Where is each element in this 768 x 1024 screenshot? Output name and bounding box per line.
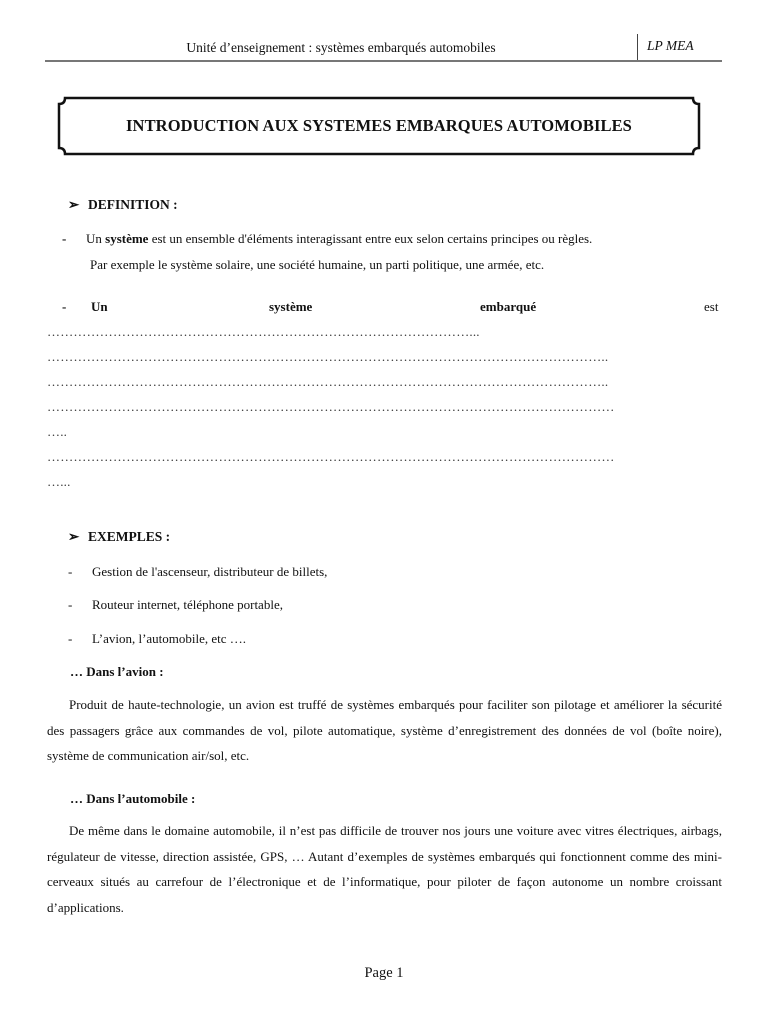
course-code: LP MEA <box>647 38 694 53</box>
dotted-fill-line: …... <box>47 474 71 489</box>
dotted-fill-line: ….. <box>47 424 68 439</box>
embedded-word-2: système <box>269 299 313 314</box>
example-item: Gestion de l'ascenseur, distributeur de billets, <box>92 564 328 579</box>
example-item: L’avion, l’automobile, etc …. <box>92 631 247 646</box>
embedded-word-4: est <box>704 299 719 314</box>
plane-paragraph: Produit de haute-technologie, un avion est truffé de systèmes embarqués pour faciliter son pilotage et améliorer la sécurité des passagers grâce aux commandes de vol, pilote automatique, système d’enregistrement des données de vol (boîte noire), système de communication air/sol, etc. <box>47 697 722 763</box>
bullet-dash: - <box>62 231 67 246</box>
arrow-bullet-icon: ➢ <box>68 197 80 212</box>
definition-line-2: Par exemple le système solaire, une société humaine, un parti politique, une armée, etc. <box>90 257 545 272</box>
car-subheading: … Dans l’automobile : <box>70 791 196 806</box>
car-paragraph: De même dans le domaine automobile, il n’est pas difficile de trouver nos jours une voiture avec vitres électriques, airbags, régulateur de vitesse, direction assistée, GPS, … Autant d’exemples de systèmes embarqués qui fonctionnent comme des mini-cerveaux situés au carrefour de l’électronique et de l’informatique, pour piloter de façon autonome un nombre croissant d’applications. <box>47 823 722 915</box>
list-dash: - <box>68 564 73 579</box>
title-box <box>57 96 701 156</box>
course-title: Unité d’enseignement : systèmes embarqués automobiles <box>186 40 496 55</box>
page-number: Page 1 <box>364 965 404 981</box>
examples-heading: ➢ EXEMPLES : <box>68 529 171 544</box>
dotted-fill-line: ……………………………………………………………………………………………………………….. <box>47 374 609 389</box>
example-item: Routeur internet, téléphone portable, <box>92 597 283 612</box>
bullet-dash: - <box>62 299 67 314</box>
dotted-fill-line: ……………………………………………………………………………………………………………….. <box>47 349 609 364</box>
definition-line-1: Un système est un ensemble d'éléments interagissant entre eux selon certains principes ou règles. <box>86 231 593 246</box>
page-header <box>45 34 722 61</box>
definition-heading: ➢ DEFINITION : <box>68 197 178 212</box>
dotted-fill-line: ……………………………………………………………………………………... <box>47 324 480 339</box>
header-divider <box>637 34 638 61</box>
embedded-word-1: Un <box>91 299 108 314</box>
header-rule <box>45 60 722 62</box>
dotted-fill-line: ………………………………………………………………………………………………………………… <box>47 449 615 464</box>
list-dash: - <box>68 631 73 646</box>
dotted-fill-line: ………………………………………………………………………………………………………………… <box>47 399 615 414</box>
embedded-word-3: embarqué <box>480 299 537 314</box>
list-dash: - <box>68 597 73 612</box>
arrow-bullet-icon: ➢ <box>68 529 80 544</box>
document-title: INTRODUCTION AUX SYSTEMES EMBARQUES AUTOMOBILES <box>126 116 632 135</box>
plane-subheading: … Dans l’avion : <box>70 664 164 679</box>
